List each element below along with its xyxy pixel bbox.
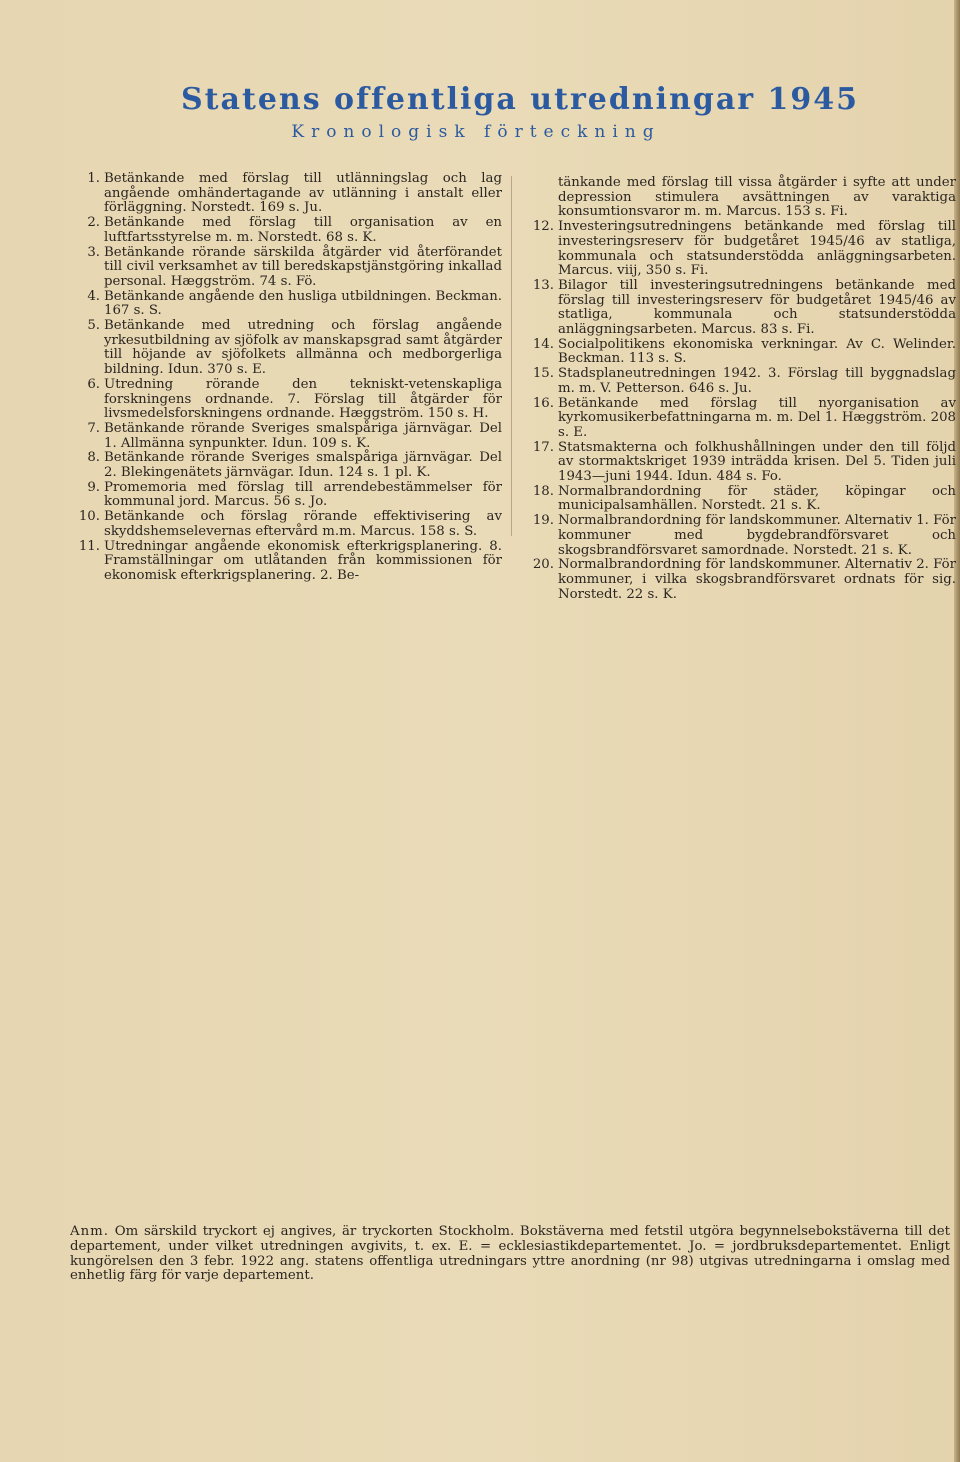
item-number: 10. bbox=[78, 509, 100, 525]
list-item bbox=[66, 172, 502, 216]
list-item bbox=[66, 481, 502, 510]
list-item bbox=[520, 367, 956, 396]
right-column bbox=[520, 176, 956, 602]
list-item bbox=[520, 338, 956, 367]
item-number: 20. bbox=[532, 557, 554, 573]
item-text: Stadsplaneutredningen 1942. 3. Förslag till byggnadslag m. m. V. Petterson. 646 s. Ju. bbox=[558, 366, 956, 396]
item-number: 8. bbox=[87, 450, 100, 466]
list-item bbox=[66, 451, 502, 480]
item-continuation: tänkande med förslag till vissa åtgärder i syfte att under depression stimulera avsättningen av varaktiga konsumtionsvaror m. m. Marcus. 153 s. Fi. bbox=[558, 175, 956, 220]
item-text: Betänkande rörande särskilda åtgärder vid återförandet till civil verksamhet av till beredskapstjänstgöring inkallad personal. Hæggström. 74 s. Fö. bbox=[104, 244, 502, 289]
item-number: 3. bbox=[87, 244, 100, 260]
item-text: Bilagor till investeringsutredningens betänkande med förslag till investeringsreserv för budgetåret 1945/46 av statliga, kommunala och statsunderstödda anläggningsarbeten. Marcus. 83 s. Fi. bbox=[558, 277, 956, 338]
list-item bbox=[520, 558, 956, 602]
item-text: Normalbrandordning för landskommuner. Alternativ 1. För kommuner med bygdebrandförsvaret och skogsbrandförsvaret samordnade. Norstedt. 21 s. K. bbox=[558, 513, 956, 558]
list-item bbox=[520, 397, 956, 441]
item-number: 19. bbox=[532, 513, 554, 529]
item-text: Normalbrandordning för städer, köpingar och municipalsamhällen. Norstedt. 21 s. K. bbox=[558, 483, 956, 514]
list-item bbox=[66, 378, 502, 422]
list-item bbox=[66, 540, 502, 584]
item-text: Utredningar angående ekonomisk efterkrigsplanering. 8. Framställningar om utlåtanden från kommissionen för ekonomisk efterkrigsplanering. 2. Be- bbox=[104, 538, 502, 583]
item-number: 15. bbox=[532, 366, 554, 382]
item-number: 18. bbox=[532, 483, 554, 499]
item-text: Statsmakterna och folkhushållningen under den till följd av stormaktskriget 1939 inträdda krisen. Del 5. Tiden juli 1943—juni 1944. Idun. 484 s. Fo. bbox=[558, 439, 956, 485]
item-text: Betänkande med utredning och förslag angående yrkesutbildning av sjöfolk av manskapsgrad samt åtgärder till höjande av sjöfolkets allmänna och medborgerliga bildning. Idun. 370 s. E. bbox=[104, 318, 502, 378]
left-column bbox=[66, 172, 502, 584]
footnote bbox=[70, 1225, 950, 1284]
item-number: 12. bbox=[532, 219, 554, 235]
list-item bbox=[66, 510, 502, 539]
document-title: Statens offentliga utredningar 1945 bbox=[181, 82, 859, 117]
list-item bbox=[520, 279, 956, 338]
list-item bbox=[520, 485, 956, 514]
list-item bbox=[520, 220, 956, 279]
item-number: 4. bbox=[87, 288, 100, 304]
item-text: Utredning rörande den tekniskt-vetenskapliga forskningens ordnande. 7. Förslag till åtgärder för livsmedelsforskningens ordnande. Hæggström. 150 s. H. bbox=[104, 376, 502, 422]
item-number: 13. bbox=[532, 277, 554, 293]
item-text: Betänkande med förslag till nyorganisation av kyrkomusikerbefattningarna m. m. Del 1. Hæggström. 208 s. E. bbox=[558, 395, 956, 440]
document-subtitle: Kronologisk förteckning bbox=[291, 122, 661, 142]
item-text: Betänkande och förslag rörande effektivisering av skyddshemselevernas eftervård m.m. Marcus. 158 s. S. bbox=[104, 509, 502, 539]
item-number: 14. bbox=[532, 336, 554, 352]
item-number: 5. bbox=[87, 318, 100, 334]
item-number: 6. bbox=[87, 376, 100, 392]
item-number: 1. bbox=[87, 171, 100, 186]
item-text: Betänkande rörande Sveriges smalspåriga järnvägar. Del 2. Blekingenätets järnvägar. Idun. 124 s. 1 pl. K. bbox=[104, 450, 502, 481]
list-item bbox=[66, 422, 502, 451]
item-text: Socialpolitikens ekonomiska verkningar. Av C. Welinder. Beckman. 113 s. S. bbox=[558, 336, 956, 367]
item-number: 7. bbox=[87, 420, 100, 436]
list-item bbox=[66, 319, 502, 378]
list-item bbox=[520, 514, 956, 558]
list-item bbox=[66, 290, 502, 319]
item-text: Betänkande med förslag till organisation av en luftfartsstyrelse m. m. Norstedt. 68 s. K. bbox=[104, 215, 502, 245]
item-text: Betänkande med förslag till utlänningslag och lag angående omhändertagande av utlänning i anstalt eller förläggning. Norstedt. 169 s. Ju. bbox=[104, 171, 502, 216]
item-number: 2. bbox=[87, 215, 100, 231]
item-text: Promemoria med förslag till arrendebestämmelser för kommunal jord. Marcus. 56 s. Jo. bbox=[104, 479, 502, 510]
list-item bbox=[66, 216, 502, 245]
item-number: 9. bbox=[87, 479, 100, 495]
item-number: 17. bbox=[532, 439, 554, 455]
item-number: 11. bbox=[78, 538, 100, 554]
item-text: Betänkande rörande Sveriges smalspåriga järnvägar. Del 1. Allmänna synpunkter. Idun. 109 s. K. bbox=[104, 420, 502, 451]
column-divider bbox=[511, 176, 512, 536]
item-text: Normalbrandordning för landskommuner. Alternativ 2. För kommuner, i vilka skogsbrandförsvaret ordnats för sig. Norstedt. 22 s. K. bbox=[558, 557, 956, 602]
list-item bbox=[520, 441, 956, 485]
item-text: Betänkande angående den husliga utbildningen. Beckman. 167 s. S. bbox=[104, 288, 502, 319]
item-text: Investeringsutredningens betänkande med förslag till investeringsreserv för budgetåret 1945/46 av statliga, kommunala och statsunderstödda anläggningsarbeten. Marcus. viij, 350 s. Fi. bbox=[558, 219, 956, 279]
footnote-text: Om särskild tryckort ej angives, är tryckorten Stockholm. Bokstäverna med fetstil utgöra begynnelsebokstäverna till det departement, under vilket utredningen avgivits, t. ex. E. = ecklesiastikdepartementet. Jo. = jordbruksdepartementet. Enligt kungörelsen den 3 febr. 1922 ang. statens offentliga utredningars yttre anordning (nr 98) utgivas utredningarna i omslag med enhetlig färg för varje departement. bbox=[70, 1224, 950, 1284]
list-item bbox=[66, 246, 502, 290]
footnote-label: Anm. bbox=[70, 1224, 110, 1239]
item-number: 16. bbox=[532, 395, 554, 411]
